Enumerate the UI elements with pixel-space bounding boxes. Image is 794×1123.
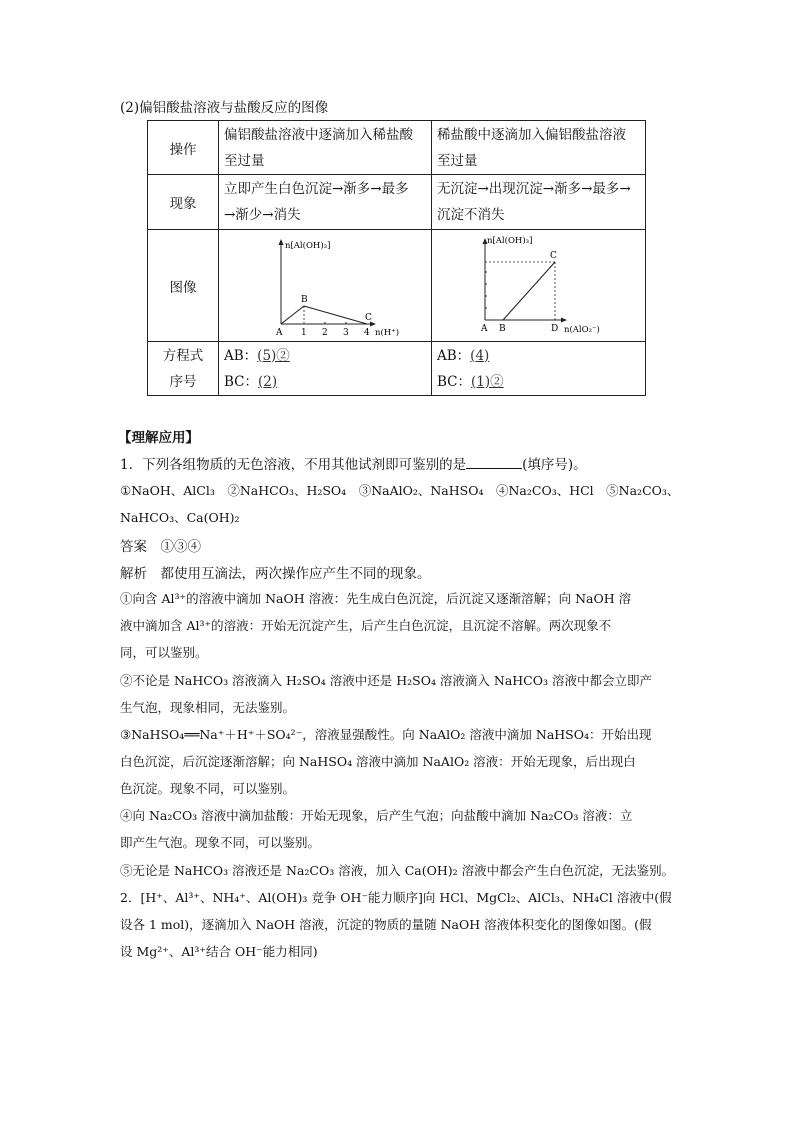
eq-line [437,369,640,395]
op1-line: 偏铝酸盐溶液中逐滴加入稀盐酸 [224,126,413,143]
header-eq-line: 序号 [169,373,197,390]
y-label: n[Al(OH)₃] [487,235,533,246]
table-row [148,175,646,230]
table-row [148,230,646,342]
header-phenomenon: 现象 [148,175,219,230]
op1-line: 至过量 [224,152,265,169]
tick-label: 1 [301,327,307,338]
tick-label: 2 [322,327,328,338]
eq-line [224,369,426,395]
paragraph-line: 液中滴加含 Al³⁺的溶液：开始无沉淀产生，后产生白色沉淀，且沉淀不溶解。两次现象不 [120,618,612,633]
operation-1 [219,121,432,175]
ph1-line: 立即产生白色沉淀→渐多→最多 [224,181,409,197]
paragraph-line: ④向 Na₂CO₃ 溶液中滴加盐酸：开始无现象，后产生气泡；向盐酸中滴加 Na₂CO₃ 溶液：立 [120,808,633,823]
op2-line: 稀盐酸中逐滴加入偏铝酸盐溶液 [437,126,626,143]
paragraph-line: 同，可以鉴别。 [120,645,208,660]
tick-label: 3 [343,327,349,338]
reaction-table [147,120,646,396]
q1-text: 1．下列各组物质的无色溶液，不用其他试剂即可鉴别的是 [120,457,467,473]
section-title: (2)偏铝酸盐溶液与盐酸反应的图像 [120,100,329,116]
graph-cell-2 [432,230,646,342]
answer-label: 答案 [120,539,147,555]
curve-bc [503,262,555,320]
x-label: n(H⁺) [375,327,400,338]
point-a: A [276,327,283,338]
question-2-line: 设各 1 mol)，逐滴加入 NaOH 溶液，沉淀的物质的量随 NaOH 溶液体积变化的图像如图。(假 [120,917,652,932]
question-2-line: 设 Mg²⁺、Al³⁺结合 OH⁻能力相同) [120,944,318,959]
answer-value: ①③④ [160,539,201,555]
eq-value: (2) [258,373,278,390]
graph-cell-1 [219,230,432,342]
table-row [148,342,646,396]
point-d: D [551,323,559,334]
paragraph-line: ③NaHSO₄══Na⁺＋H⁺＋SO₄²⁻，溶液显强酸性。向 NaAlO₂ 溶液中滴加 NaHSO₄：开始出现 [120,727,652,742]
equation-2 [432,342,646,396]
op2-line: 至过量 [437,152,478,169]
ph2-line: 无沉淀→出现沉淀→渐多→最多→ [437,181,631,197]
x-label: n(AlO₂⁻) [564,324,600,335]
paragraph-line: ⑤无论是 NaHCO₃ 溶液还是 Na₂CO₃ 溶液，加入 Ca(OH)₂ 溶液中都会产生白色沉淀，无法鉴别。 [120,863,675,878]
point-b: B [301,294,308,305]
q1-end: (填序号)。 [522,457,587,473]
analysis-label: 解析 [120,566,147,582]
paragraph-line: 色沉淀。现象不同，可以鉴别。 [120,781,296,796]
operation-2 [432,121,646,175]
eq-label: AB： [437,347,471,364]
phenomenon-1 [219,175,432,230]
y-arrow [279,239,284,245]
point-c: C [365,312,372,323]
table-row [148,121,646,175]
header-eq-line: 方程式 [162,347,204,364]
paragraph-line: 白色沉淀，后沉淀逐渐溶解；向 NaHSO₄ 溶液中滴加 NaAlO₂ 溶液：开始无现象，后出现白 [120,754,636,769]
paragraph-line: ①向含 Al³⁺的溶液中滴加 NaOH 溶液：先生成白色沉淀，后沉淀又逐渐溶解；向 NaOH 溶 [120,591,632,606]
analysis-line [120,562,431,582]
eq-label: BC： [437,373,472,390]
header-operation: 操作 [148,121,219,175]
y-label: n[Al(OH)₃] [285,240,331,251]
ph2-line: 沉淀不消失 [437,207,505,223]
point-b: B [499,323,506,334]
answer-blank [466,456,522,469]
eq-label: BC： [224,373,259,390]
tick-label: 4 [364,327,370,338]
question-1 [120,453,587,473]
header-equation [148,342,219,396]
paragraph-line: ②不论是 NaHCO₃ 溶液滴入 H₂SO₄ 溶液中还是 H₂SO₄ 溶液滴入 NaHCO₃ 溶液中都会立即产 [120,673,652,688]
eq-value: (1)② [471,373,504,390]
point-a: A [481,323,488,334]
curve-bc [304,306,367,324]
eq-line [437,343,640,369]
eq-line [224,343,426,369]
ph1-line: →渐少→消失 [224,207,301,223]
answer-line [120,535,201,555]
x-arrow [561,317,567,322]
eq-value: (5)② [257,347,290,364]
q1-options: NaHCO₃、Ca(OH)₂ [120,510,240,525]
graph-1 [224,234,424,338]
question-2-line: 2．[H⁺、Al³⁺、NH₄⁺、Al(OH)₃ 竞争 OH⁻能力顺序]向 HCl、MgCl₂、AlCl₃、NH₄Cl 溶液中(假 [120,890,672,905]
equation-1 [219,342,432,396]
eq-value: (4) [470,347,490,364]
graph-2 [437,234,637,338]
eq-label: AB： [224,347,258,364]
curve-ab [281,306,304,324]
phenomenon-2 [432,175,646,230]
section-heading: 【理解应用】 [118,430,199,446]
point-c: C [550,250,557,261]
analysis-text: 都使用互滴法，两次操作应产生不同的现象。 [160,566,431,582]
header-image: 图像 [148,230,219,342]
q1-options: ①NaOH、AlCl₃ ②NaHCO₃、H₂SO₄ ③NaAlO₂、NaHSO₄ ④Na₂CO₃、HCl ⑤Na₂CO₃、 [120,483,680,498]
paragraph-line: 生气泡，现象相同，无法鉴别。 [120,700,296,715]
paragraph-line: 即产生气泡。现象不同，可以鉴别。 [120,835,321,850]
